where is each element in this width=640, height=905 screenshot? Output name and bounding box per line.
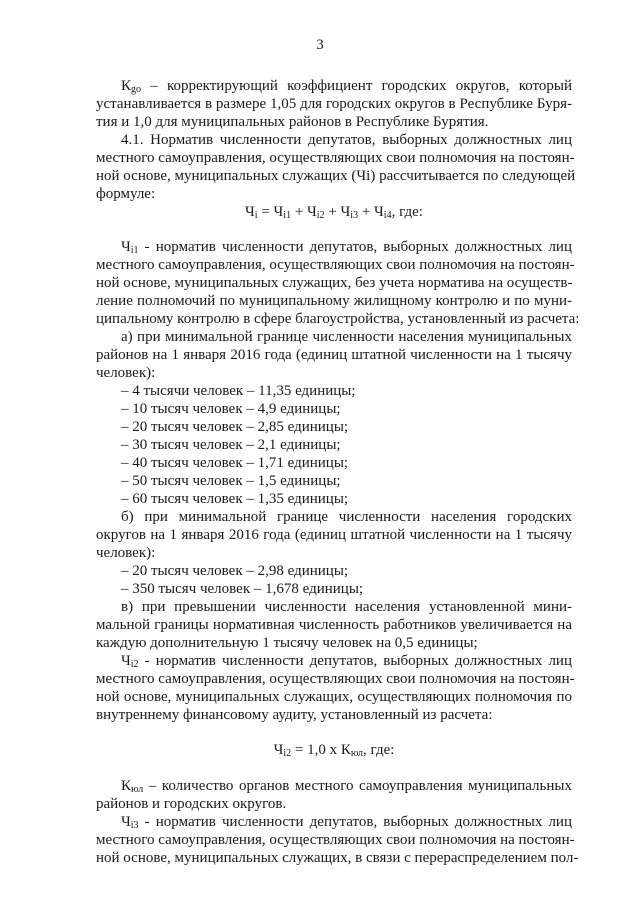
text-line: местного самоуправления, осуществляющих свои полномочия на постоян- xyxy=(96,257,575,273)
list-item: – 20 тысяч человек – 2,85 единицы; xyxy=(121,419,349,435)
ci3-definition-line: $Ч_{i3}$ - норматив численности депутатов, выборных должностных лиц xyxy=(121,814,572,831)
list-item: – 4 тысячи человек – 11,35 единицы; xyxy=(121,383,356,399)
text-line: ной основе, муниципальных служащих, без учета норматива на осуществ- xyxy=(96,275,573,291)
text-line: ление полномочий по муниципальному жилищному контролю и по муни- xyxy=(96,293,572,309)
list-item: – 50 тысяч человек – 1,5 единицы; xyxy=(121,473,341,489)
text-line: местного самоуправления, осуществляющих свои полномочия на постоян- xyxy=(96,150,575,166)
text-line: местного самоуправления, осуществляющих свои полномочия на постоян- xyxy=(96,671,575,687)
item-v-line: в) при превышении численности населения установленной мини- xyxy=(121,599,572,615)
list-item: – 60 тысяч человек – 1,35 единицы; xyxy=(121,491,349,507)
text-line: человек): xyxy=(96,365,156,381)
text-line: районов и городских округов. xyxy=(96,796,287,812)
page-number: 3 xyxy=(316,37,324,53)
section-4-1-line: 4.1. Норматив численности депутатов, выборных должностных лиц xyxy=(121,132,572,148)
text-line: внутреннему финансовому аудиту, установленный из расчета: xyxy=(96,707,493,723)
list-item: – 40 тысяч человек – 1,71 единицы; xyxy=(121,455,349,471)
list-item: – 350 тысяч человек – 1,678 единицы; xyxy=(121,581,364,597)
text-line: устанавливается в размере 1,05 для городских округов в Республике Буря- xyxy=(96,96,572,112)
text-line: районов на 1 января 2016 года (единиц штатной численности на 1 тысячу xyxy=(96,347,572,363)
text-line: ной основе, муниципальных служащих, в связи с перераспределением пол- xyxy=(96,850,579,866)
formula-total: $Ч_i = Ч_{i1} + Ч_{i2} + Ч_{i3} + Ч_{i4}$, где: xyxy=(245,204,423,221)
list-item: – 10 тысяч человек – 4,9 единицы; xyxy=(121,401,341,417)
text-line: местного самоуправления, осуществляющих свои полномочия на постоян- xyxy=(96,832,575,848)
text-line: мальной границы нормативная численность работников увеличивается на xyxy=(96,617,572,633)
text-line: ной основе, муниципальных служащих, осуществляющих полномочия по xyxy=(96,689,572,705)
text-line: ной основе, муниципальных служащих (Чi) рассчитывается по следующей xyxy=(96,168,576,184)
text-line: формуле: xyxy=(96,186,156,202)
ci2-definition-line: $Ч_{i2}$ - норматив численности депутатов, выборных должностных лиц xyxy=(121,653,572,670)
list-item: – 30 тысяч человек – 2,1 единицы; xyxy=(121,437,341,453)
item-b-line: б) при минимальной границе численности населения городских xyxy=(121,509,572,525)
text-line: человек): xyxy=(96,545,156,561)
list-item: – 20 тысяч человек – 2,98 единицы; xyxy=(121,563,349,579)
kgo-definition-line: $К_{go}$ – корректирующий коэффициент городских округов, который xyxy=(121,78,572,95)
kul-definition-line: $К_{юл}$ – количество органов местного самоуправления муниципальных xyxy=(121,778,572,795)
text-line: каждую дополнительную 1 тысячу человек на 0,5 единицы; xyxy=(96,635,478,651)
ci1-definition-line: $Ч_{i1}$ - норматив численности депутатов, выборных должностных лиц xyxy=(121,239,572,256)
text-line: округов на 1 января 2016 года (единиц штатной численности на 1 тысячу xyxy=(96,527,572,543)
item-a-line: а) при минимальной границе численности населения муниципальных xyxy=(121,329,572,345)
formula-ci2: $Ч_{i2} = 1,0$ х $К_{юл}$, где: xyxy=(273,742,395,759)
text-line: тия и 1,0 для муниципальных районов в Республике Бурятия. xyxy=(96,114,489,130)
text-line: ципальному контролю в сфере благоустройства, установленный из расчета: xyxy=(96,311,580,327)
